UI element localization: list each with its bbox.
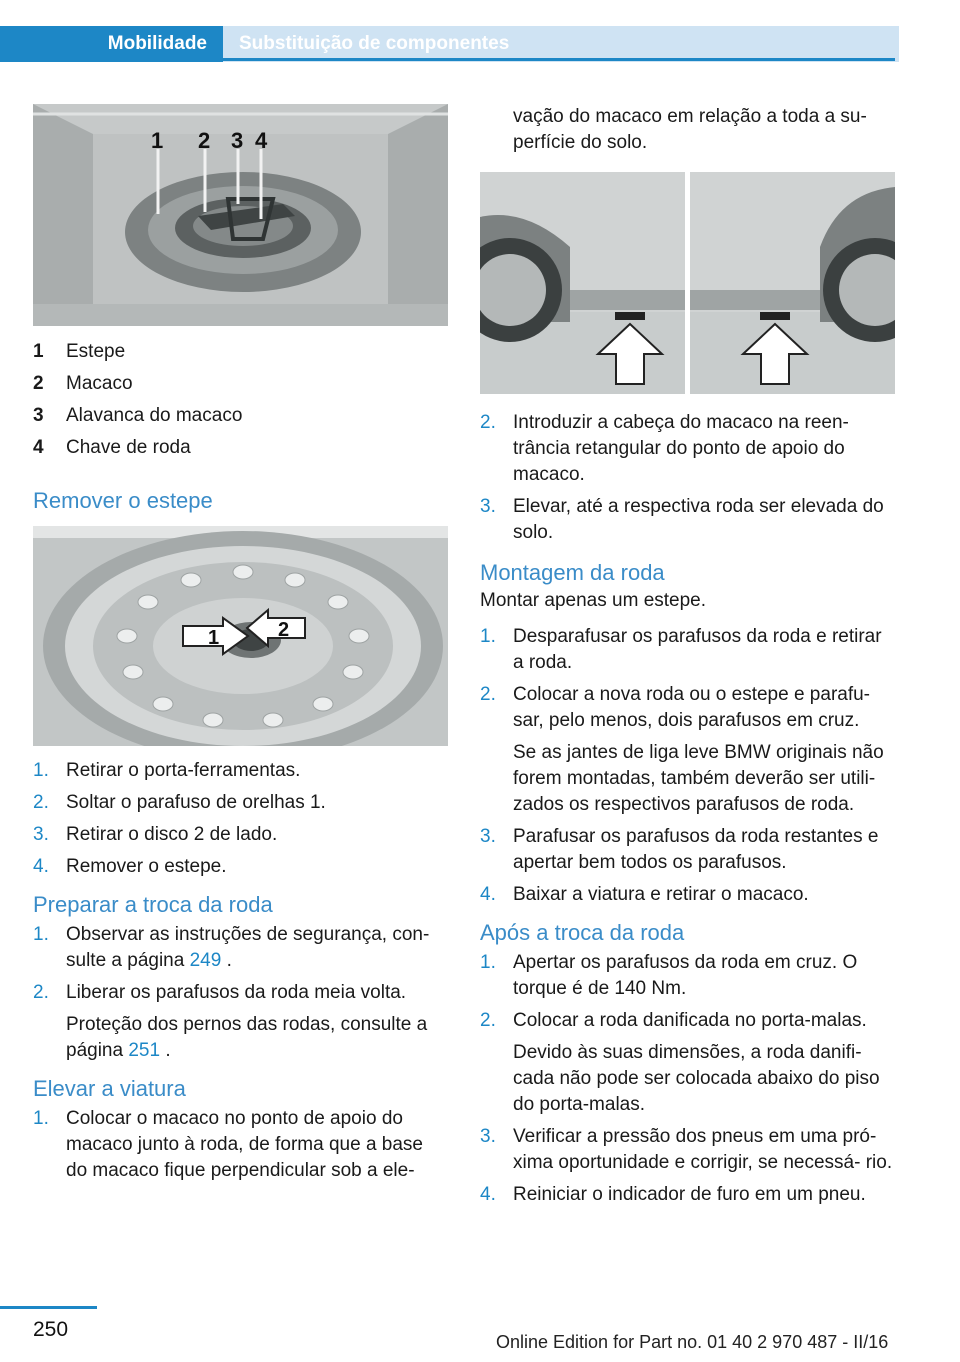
apos-heading: Após a troca da roda bbox=[480, 920, 685, 945]
step-number: 3. bbox=[33, 824, 49, 845]
step-number: 1. bbox=[33, 924, 49, 945]
legend-number: 1 bbox=[33, 341, 44, 362]
step-text: Colocar a roda danificada no porta-malas. bbox=[513, 1010, 867, 1031]
legend-list bbox=[33, 336, 448, 464]
legend-number: 4 bbox=[33, 437, 44, 458]
step-text: Colocar o macaco no ponto de apoio do macaco junto à roda, de forma que a base do macaco fique perpendicular sob a ele- bbox=[66, 1108, 424, 1181]
step-note: Devido às suas dimensões, a roda danifi- cada não pode ser colocada abaixo do piso do porta-malas. bbox=[513, 1042, 880, 1115]
footer-rule bbox=[0, 1306, 97, 1309]
list-item bbox=[33, 1106, 448, 1184]
step-continuation: vação do macaco em relação a toda a su- perfície do solo. bbox=[513, 106, 867, 153]
preparar-steps bbox=[33, 922, 448, 1064]
legend-label: Estepe bbox=[66, 341, 126, 362]
right-column bbox=[480, 104, 895, 1214]
step-text: Desparafusar os parafusos da roda e retirar a roda. bbox=[513, 626, 882, 673]
left-column bbox=[33, 104, 448, 1190]
step-text: Soltar o parafuso de orelhas 1. bbox=[66, 792, 326, 813]
elevar-steps-right bbox=[480, 410, 895, 546]
callout-2: 2 bbox=[198, 128, 211, 153]
page-link-251[interactable]: 251 bbox=[128, 1040, 161, 1061]
step-text: Colocar a nova roda ou o estepe e parafu- sar, pelo menos, dois parafusos em cruz. bbox=[513, 684, 871, 731]
step-number: 4. bbox=[33, 856, 49, 877]
spare-wheel-closeup-figure bbox=[33, 526, 448, 746]
apos-steps bbox=[480, 950, 895, 1208]
legend-item bbox=[33, 368, 448, 400]
list-item bbox=[33, 980, 448, 1006]
subsection-tab[interactable]: Substituição de componentes bbox=[223, 26, 899, 62]
step-text: Remover o estepe. bbox=[66, 856, 227, 877]
legend-item bbox=[33, 336, 448, 368]
elevar-heading: Elevar a viatura bbox=[33, 1076, 186, 1101]
remover-heading: Remover o estepe bbox=[33, 488, 213, 513]
step-number: 3. bbox=[480, 496, 496, 517]
jacking-points-figure bbox=[480, 172, 895, 394]
page-header bbox=[0, 0, 895, 62]
step-text: Retirar o disco 2 de lado. bbox=[66, 824, 278, 845]
list-item bbox=[480, 1124, 895, 1176]
montagem-intro: Montar apenas um estepe. bbox=[480, 590, 707, 611]
step-note-end: . bbox=[165, 1040, 171, 1061]
trunk-spare-wheel-figure bbox=[33, 104, 448, 326]
list-item bbox=[33, 758, 448, 784]
step-number: 2. bbox=[480, 412, 496, 433]
callout-4: 4 bbox=[255, 128, 268, 153]
callout-1: 1 bbox=[208, 627, 220, 649]
callout-3: 3 bbox=[231, 128, 244, 153]
step-number: 2. bbox=[33, 792, 49, 813]
step-text: Liberar os parafusos da roda meia volta. bbox=[66, 982, 407, 1003]
page-link-249[interactable]: 249 bbox=[189, 950, 222, 971]
elevar-steps-left bbox=[33, 1106, 448, 1184]
montagem-steps bbox=[480, 624, 895, 908]
legend-number: 2 bbox=[33, 373, 44, 394]
list-item bbox=[480, 824, 895, 876]
list-item bbox=[480, 624, 895, 676]
step-text: Elevar, até a respectiva roda ser elevada do solo. bbox=[513, 496, 884, 543]
step-number: 4. bbox=[480, 884, 496, 905]
step-number: 1. bbox=[33, 1108, 49, 1129]
step-text bbox=[66, 922, 448, 974]
step-number: 3. bbox=[480, 1126, 496, 1147]
step-text: Retirar o porta-ferramentas. bbox=[66, 760, 301, 781]
step-number: 3. bbox=[480, 826, 496, 847]
step-text: Reiniciar o indicador de furo em um pneu. bbox=[513, 1184, 866, 1205]
step-note: Se as jantes de liga leve BMW originais não forem montadas, também deverão ser utili- zados os respectivos parafusos de roda. bbox=[513, 742, 884, 815]
list-item bbox=[480, 410, 895, 488]
step-text: Baixar a viatura e retirar o macaco. bbox=[513, 884, 809, 905]
montagem-heading: Montagem da roda bbox=[480, 560, 665, 585]
remover-steps bbox=[33, 758, 448, 880]
list-item bbox=[480, 882, 895, 908]
legend-item bbox=[33, 400, 448, 432]
step-text: Parafusar os parafusos da roda restantes e apertar bem todos os parafusos. bbox=[513, 826, 879, 873]
list-item bbox=[480, 494, 895, 546]
step-text-end: . bbox=[226, 950, 232, 971]
preparar-heading: Preparar a troca da roda bbox=[33, 892, 273, 917]
step-note bbox=[33, 1012, 448, 1064]
callout-2: 2 bbox=[278, 619, 290, 641]
step-number: 4. bbox=[480, 1184, 496, 1205]
list-item bbox=[480, 1182, 895, 1208]
legend-item bbox=[33, 432, 448, 464]
step-text-body: Observar as instruções de segurança, con- sulte a página bbox=[66, 924, 430, 971]
callout-1: 1 bbox=[151, 128, 164, 153]
list-item bbox=[480, 950, 895, 1002]
step-number: 1. bbox=[480, 952, 496, 973]
list-item bbox=[33, 790, 448, 816]
list-item bbox=[480, 1008, 895, 1034]
step-number: 1. bbox=[480, 626, 496, 647]
step-number: 2. bbox=[480, 1010, 496, 1031]
step-text: Verificar a pressão dos pneus em uma pró- xima oportunidade e corrigir, se necessá- rio. bbox=[513, 1126, 893, 1173]
legend-number: 3 bbox=[33, 405, 44, 426]
edition-note: Online Edition for Part no. 01 40 2 970 487 - II/16 bbox=[496, 1332, 889, 1352]
page-number: 250 bbox=[33, 1318, 69, 1341]
header-rule bbox=[0, 58, 895, 61]
step-note-body: Proteção dos pernos das rodas, consulte a página bbox=[66, 1014, 428, 1061]
step-number: 2. bbox=[480, 684, 496, 705]
list-item bbox=[33, 922, 448, 974]
step-text: Apertar os parafusos da roda em cruz. O torque é de 140 Nm. bbox=[513, 952, 858, 999]
list-item bbox=[480, 682, 895, 734]
legend-label: Macaco bbox=[66, 373, 133, 394]
section-tab[interactable]: Mobilidade bbox=[0, 26, 223, 62]
step-text: Introduzir a cabeça do macaco na reen- trância retangular do ponto de apoio do macaco. bbox=[513, 412, 849, 485]
step-number: 1. bbox=[33, 760, 49, 781]
legend-label: Chave de roda bbox=[66, 437, 191, 458]
list-item bbox=[33, 854, 448, 880]
list-item bbox=[33, 822, 448, 848]
step-number: 2. bbox=[33, 982, 49, 1003]
legend-label: Alavanca do macaco bbox=[66, 405, 243, 426]
